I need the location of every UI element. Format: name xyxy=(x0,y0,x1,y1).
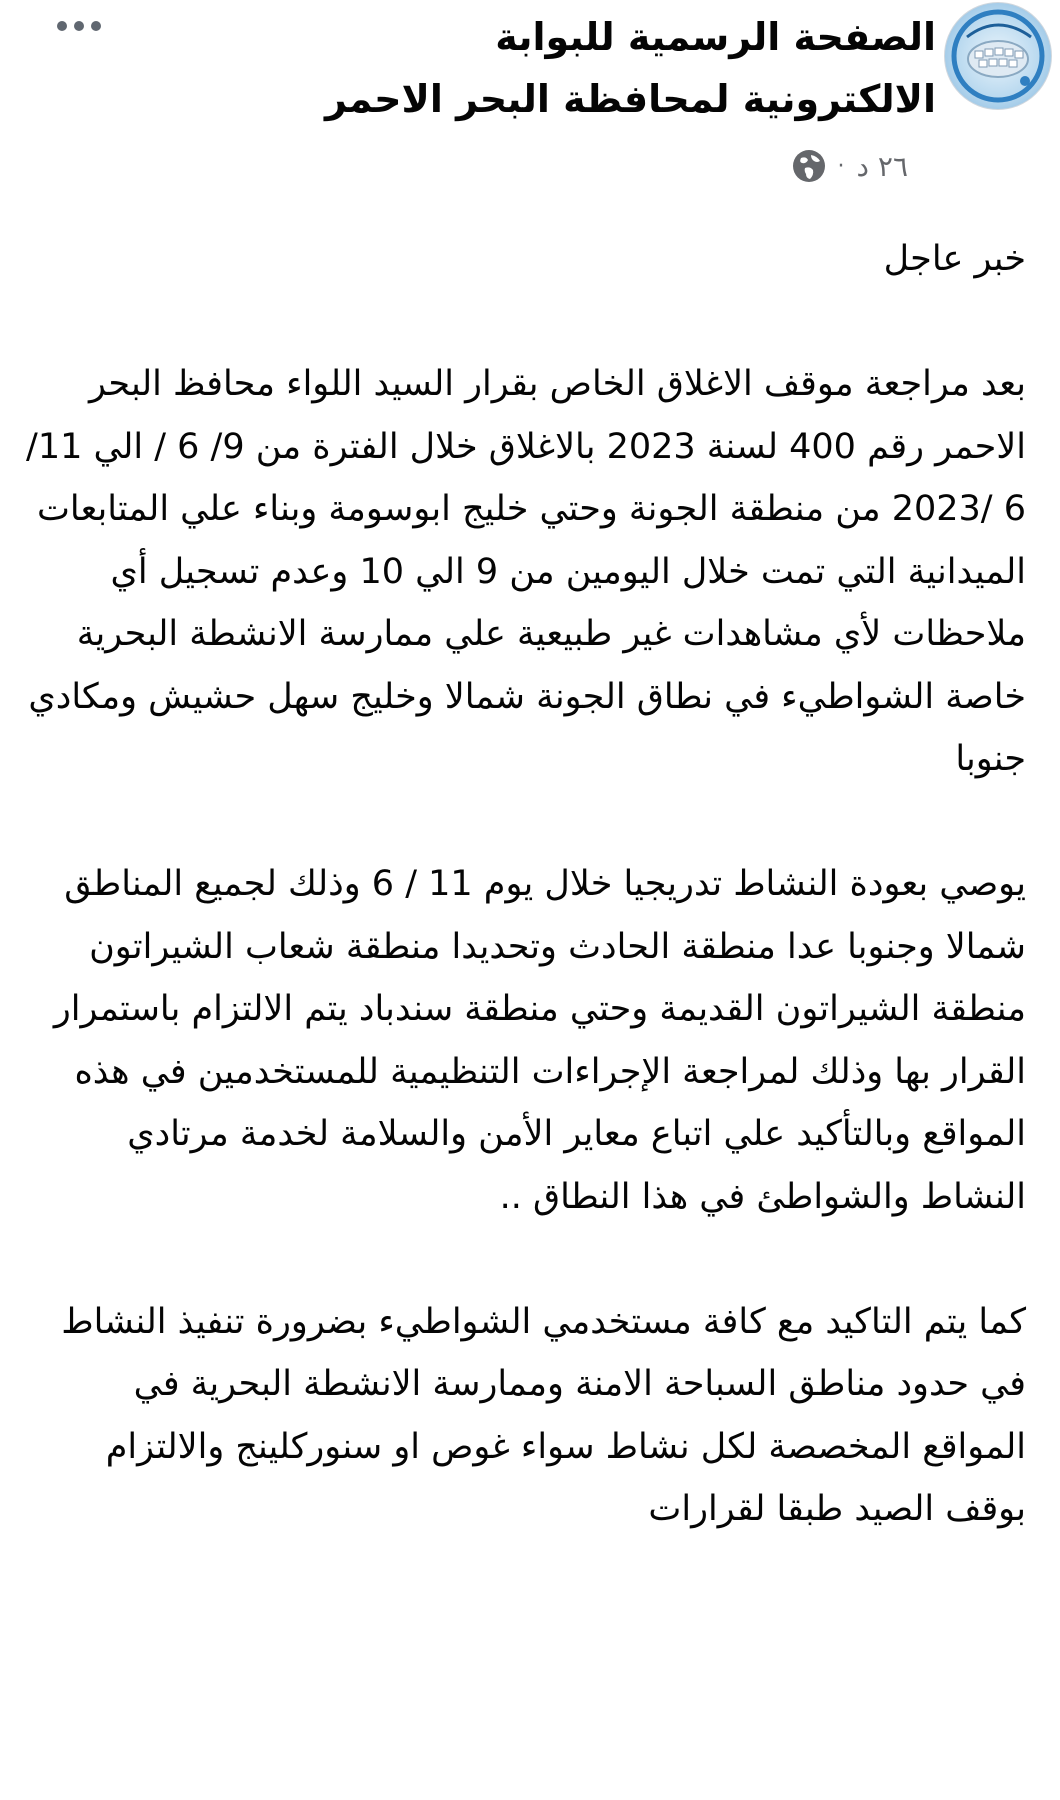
post-paragraph: بعد مراجعة موقف الاغلاق الخاص بقرار السيد اللواء محافظ البحر الاحمر رقم 400 لسنة 2023 بالاغلاق خلال الفترة من 9/ 6 / الي 11/ 6 /2023 من منطقة الجونة وحتي خليج ابوسومة وبناء علي المتابعات الميدانية التي تمت خلال اليومين من 9 الي 10 وعدم تسجيل أي ملاحظات لأي مشاهدات غير طبيعية علي ممارسة الانشطة البحرية خاصة الشواطيء في نطاق الجونة شمالا وخليج سهل حشيش ومكادي جنوبا xyxy=(26,364,1026,779)
page-avatar[interactable] xyxy=(944,2,1052,110)
post-header xyxy=(0,0,1060,190)
paragraph-spacer xyxy=(26,1228,1026,1291)
post-body xyxy=(26,228,1026,1541)
post-timestamp[interactable]: ٢٦ د xyxy=(856,149,908,183)
paragraph-spacer xyxy=(26,791,1026,854)
more-options-dot xyxy=(74,21,84,31)
more-options-dot xyxy=(91,21,101,31)
more-options-button[interactable] xyxy=(44,6,114,46)
post-paragraph: كما يتم التاكيد مع كافة مستخدمي الشواطيء بضرورة تنفيذ النشاط في حدود مناطق السباحة الامنة وممارسة الانشطة البحرية في المواقع المخصصة لكل نشاط سواء غوص او سنوركلينج والالتزام بوقف الصيد طبقا لقرارات xyxy=(61,1301,1026,1529)
post-meta xyxy=(792,144,908,188)
globe-icon xyxy=(792,149,826,183)
meta-separator: · xyxy=(837,153,845,179)
avatar-logo xyxy=(945,3,1051,109)
post-paragraph: يوصي بعودة النشاط تدريجيا خلال يوم 11 / 6 وذلك لجميع المناطق شمالا وجنوبا عدا منطقة الحادث وتحديدا منطقة شعاب الشيراتون منطقة الشيراتون القديمة وحتي منطقة سندباد يتم الالتزام باستمرار القرار بها وذلك لمراجعة الإجراءات التنظيمية للمستخدمين في هذه المواقع وبالتأكيد علي اتباع معاير الأمن والسلامة لخدمة مرتادي النشاط والشواطئ في هذا النطاق .. xyxy=(53,864,1026,1217)
page-name-link[interactable]: الصفحة الرسمية للبوابة الالكترونية لمحافظة البحر الاحمر xyxy=(325,15,936,121)
paragraph-spacer xyxy=(26,291,1026,354)
post-headline: خبر عاجل xyxy=(883,239,1026,279)
more-options-icon xyxy=(57,21,67,31)
